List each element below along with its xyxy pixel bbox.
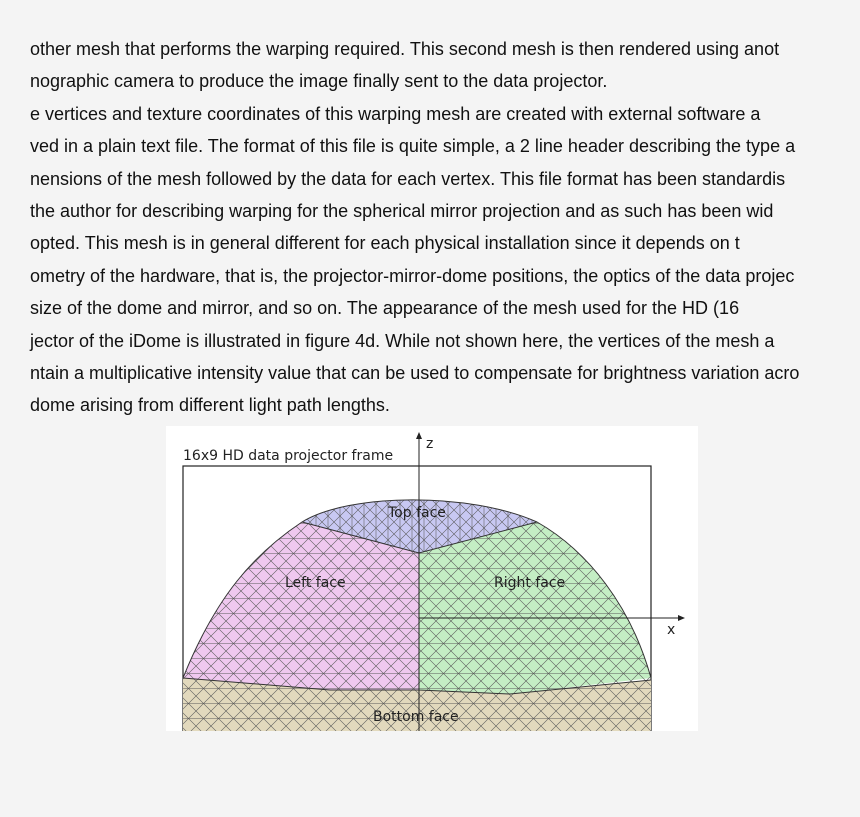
- paragraph-line: dome arising from different light path lengths.: [30, 395, 390, 415]
- paragraph-line: e vertices and texture coordinates of this warping mesh are created with external software a: [30, 104, 761, 124]
- frame-label: 16x9 HD data projector frame: [183, 448, 394, 464]
- left-face-label: Left face: [285, 575, 346, 591]
- z-axis-label: z: [426, 436, 434, 452]
- paragraph-line: ved in a plain text file. The format of this file is quite simple, a 2 line header describing the type a: [30, 136, 796, 156]
- x-axis-label: x: [667, 622, 676, 638]
- paragraph-line: other mesh that performs the warping required. This second mesh is then rendered using anot: [30, 39, 780, 59]
- paragraph-line: size of the dome and mirror, and so on. The appearance of the mesh used for the HD (16: [30, 298, 740, 318]
- x-axis-arrow: [678, 615, 685, 621]
- paragraph-line: opted. This mesh is in general different for each physical installation since it depends on t: [30, 233, 740, 253]
- paragraph-line: ntain a multiplicative intensity value that can be used to compensate for brightness variation acro: [30, 363, 800, 383]
- paragraph-line: ometry of the hardware, that is, the projector-mirror-dome positions, the optics of the data projec: [30, 266, 795, 286]
- dome-mesh-figure: [166, 426, 698, 731]
- paragraph-text: [0, 34, 860, 424]
- paragraph-line: the author for describing warping for the spherical mirror projection and as such has been wid: [30, 201, 774, 221]
- figure-svg: [166, 426, 698, 731]
- paragraph-line: jector of the iDome is illustrated in figure 4d. While not shown here, the vertices of the mesh a: [30, 331, 775, 351]
- bottom-face-label: Bottom face: [373, 709, 459, 725]
- paragraph-line: nographic camera to produce the image finally sent to the data projector.: [30, 71, 608, 91]
- z-axis-arrow: [416, 432, 422, 439]
- paragraph-line: nensions of the mesh followed by the data for each vertex. This file format has been standardis: [30, 169, 786, 189]
- top-face-label: Top face: [388, 505, 446, 521]
- right-face-label: Right face: [494, 575, 566, 591]
